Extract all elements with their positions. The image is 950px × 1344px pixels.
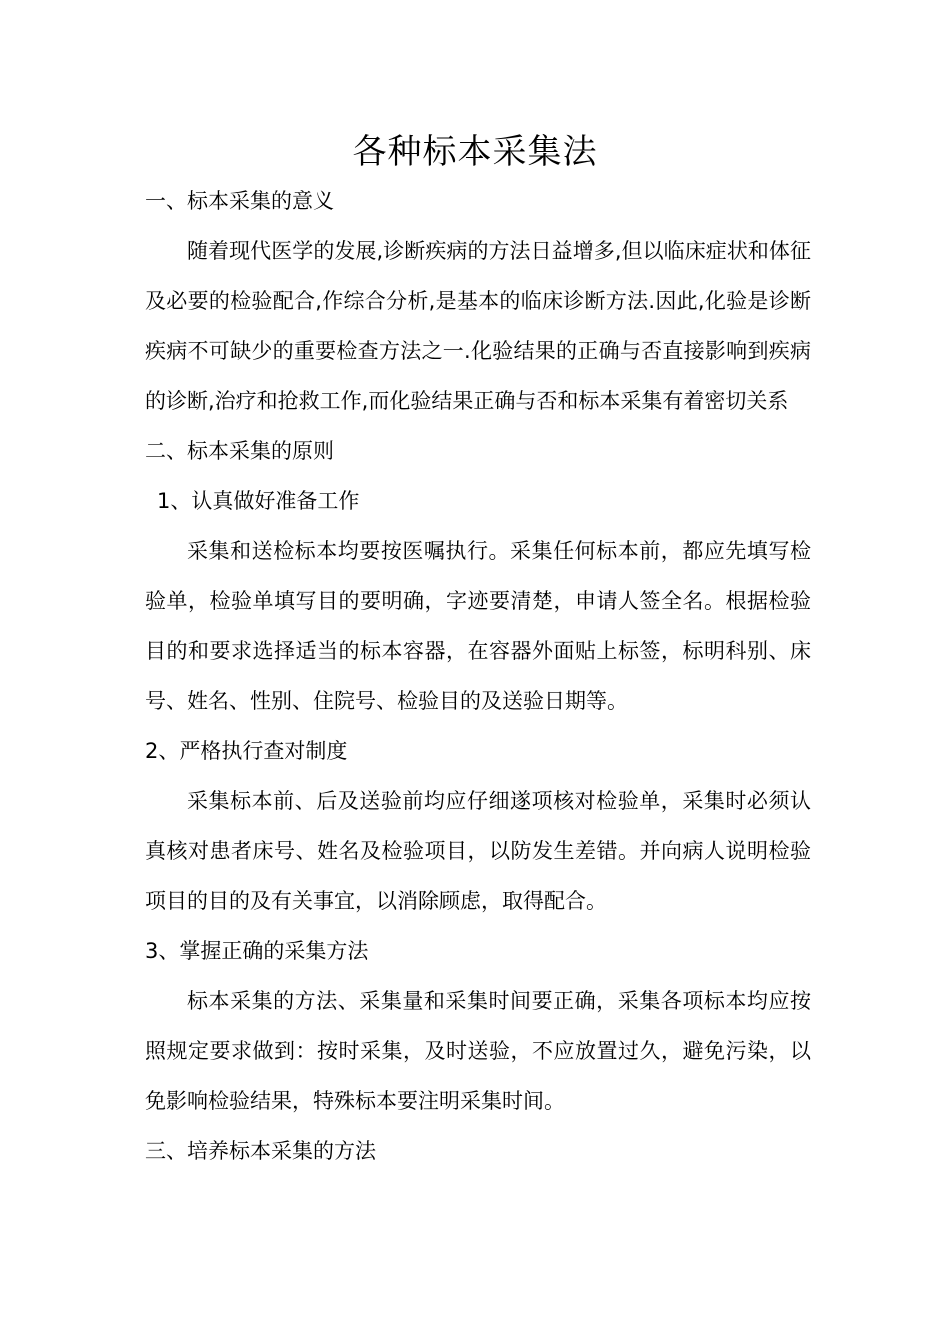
document-body xyxy=(145,176,811,1176)
subsection-2-paragraph: 采集标本前、后及送验前均应仔细遂项核对检验单，采集时必须认真核对患者床号、姓名及检验项目，以防发生差错。并向病人说明检验项目的目的及有关事宜，以消除顾虑，取得配合。 xyxy=(145,789,811,913)
subsection-2-heading: 2、严格执行查对制度 xyxy=(145,739,348,763)
subsection-3-paragraph: 标本采集的方法、采集量和采集时间要正确，采集各项标本均应按照规定要求做到：按时采集，及时送验，不应放置过久，避免污染，以免影响检验结果，特殊标本要注明采集时间。 xyxy=(145,989,811,1113)
subsection-3-heading: 3、掌握正确的采集方法 xyxy=(145,939,369,963)
section-3-heading: 三、培养标本采集的方法 xyxy=(145,1139,376,1163)
document-title: 各种标本采集法 xyxy=(352,132,598,172)
section-1-heading: 一、标本采集的意义 xyxy=(145,189,334,213)
subsection-1-paragraph: 采集和送检标本均要按医嘱执行。采集任何标本前，都应先填写检验单，检验单填写目的要明确，字迹要清楚，申请人签全名。根据检验目的和要求选择适当的标本容器，在容器外面贴上标签，标明科别、床号、姓名、性别、住院号、检验目的及送验日期等。 xyxy=(145,539,811,713)
section-2-heading: 二、标本采集的原则 xyxy=(145,439,334,463)
subsection-1-heading: 1、认真做好准备工作 xyxy=(157,489,360,513)
section-1-paragraph: 随着现代医学的发展,诊断疾病的方法日益增多,但以临床症状和体征及必要的检验配合,作综合分析,是基本的临床诊断方法.因此,化验是诊断疾病不可缺少的重要检查方法之一.化验结果的正确与否直接影响到疾病的诊断,治疗和抢救工作,而化验结果正确与否和标本采集有着密切关系 xyxy=(145,239,811,413)
